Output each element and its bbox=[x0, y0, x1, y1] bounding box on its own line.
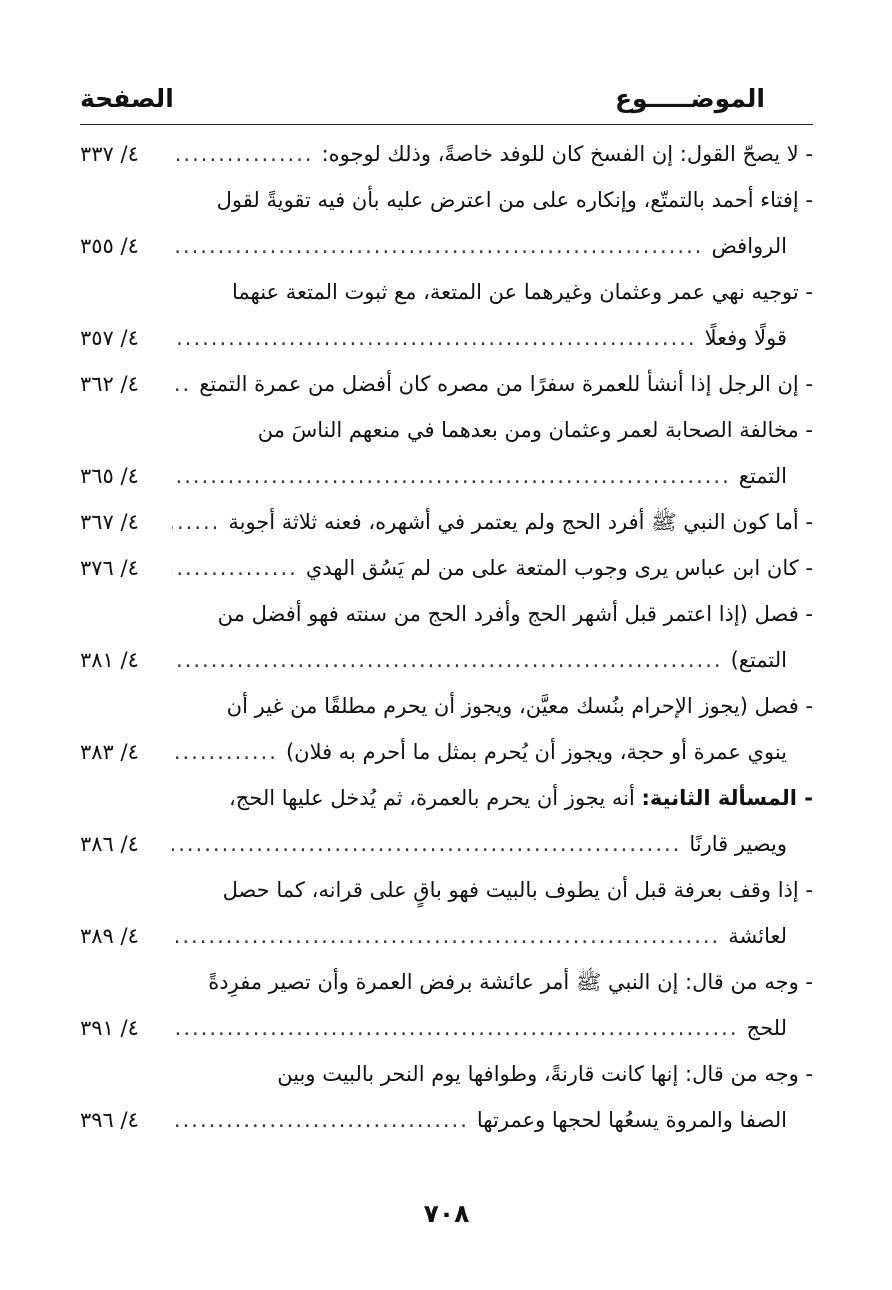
entry-text: - أما كون النبي ﷺ أفرد الحج ولم يعتمر في أشهره، فعنه ثلاثة أجوبة bbox=[228, 510, 813, 534]
entry-text: - كان ابن عباس يرى وجوب المتعة على من لم يَسُق الهدي bbox=[305, 556, 813, 580]
entry-text: - وجه من قال: إنها كانت قارنةً، وطوافها يوم النحر بالبيت وبين bbox=[277, 1062, 813, 1086]
entry-text-rest: أنه يجوز أن يحرم بالعمرة، ثم يُدخل عليها الحج، bbox=[228, 786, 642, 810]
index-entry-line bbox=[80, 637, 813, 683]
entry-page-ref: ٤/ ٣٥٧ bbox=[80, 326, 139, 350]
entry-page-ref: ٤/ ٣٨٩ bbox=[80, 924, 139, 948]
index-entry-line bbox=[80, 683, 813, 729]
dotted-leader bbox=[172, 913, 720, 959]
entry-page-ref: ٤/ ٣٨١ bbox=[80, 648, 139, 672]
entry-page-ref: ٤/ ٣٨٦ bbox=[80, 832, 139, 856]
index-entry-line bbox=[80, 1051, 813, 1097]
entry-page-ref: ٤/ ٣٥٥ bbox=[80, 234, 139, 258]
entry-page-ref: ٤/ ٣٦٥ bbox=[80, 464, 139, 488]
index-entry-line bbox=[80, 1097, 813, 1143]
dotted-leader bbox=[172, 131, 314, 177]
index-entry-line bbox=[80, 1005, 813, 1051]
dotted-leader bbox=[172, 361, 191, 407]
index-entry-line bbox=[80, 545, 813, 591]
dotted-leader bbox=[172, 315, 697, 361]
index-entry-line bbox=[80, 407, 813, 453]
index-entry-line bbox=[80, 499, 813, 545]
dotted-leader bbox=[172, 545, 298, 591]
table-header bbox=[80, 78, 813, 125]
page-number: ٧٠٨ bbox=[423, 1199, 470, 1228]
entry-page-ref: ٤/ ٣٩٦ bbox=[80, 1108, 139, 1132]
entry-page-ref: ٤/ ٣٧٦ bbox=[80, 556, 139, 580]
index-entry-line bbox=[80, 821, 813, 867]
entry-text: - توجيه نهي عمر وعثمان وغيرهما عن المتعة، مع ثبوت المتعة عنهما bbox=[232, 280, 813, 304]
entry-text: ينوي عمرة أو حجة، ويجوز أن يُحرم بمثل ما أحرم به فلان) bbox=[285, 740, 787, 764]
entry-text: ويصير قارنًا bbox=[689, 832, 787, 856]
index-entry-line bbox=[80, 729, 813, 775]
entry-text: الروافض bbox=[711, 234, 787, 258]
entry-text: للحج bbox=[746, 1016, 787, 1040]
entry-page-ref: ٤/ ٣٩١ bbox=[80, 1016, 139, 1040]
dotted-leader bbox=[172, 637, 723, 683]
index-entry-line bbox=[80, 591, 813, 637]
dotted-leader bbox=[172, 499, 220, 545]
dotted-leader bbox=[172, 1097, 469, 1143]
dotted-leader bbox=[172, 453, 731, 499]
index-page bbox=[80, 78, 813, 1228]
entry-lead-bold: - المسألة الثانية: bbox=[641, 786, 813, 810]
entry-text: - إفتاء أحمد بالتمتّع، وإنكاره على من اعترض عليه بأن فيه تقويةً لقول bbox=[216, 188, 813, 212]
index-entry-line bbox=[80, 913, 813, 959]
entry-text: الصفا والمروة يسعُها لحجها وعمرتها bbox=[476, 1108, 787, 1132]
entry-page-ref: ٤/ ٣٦٧ bbox=[80, 510, 139, 534]
dotted-leader bbox=[172, 223, 703, 269]
index-entry-line bbox=[80, 453, 813, 499]
entry-text: - وجه من قال: إن النبي ﷺ أمر عائشة برفض العمرة وأن تصير مفرِدةً bbox=[208, 970, 813, 994]
index-entry-line bbox=[80, 315, 813, 361]
topic-column-heading: الموضـــــوع bbox=[614, 84, 765, 113]
index-entry-line bbox=[80, 131, 813, 177]
entry-page-ref: ٤/ ٣٦٢ bbox=[80, 372, 139, 396]
index-entry-line bbox=[80, 361, 813, 407]
index-entry-line bbox=[80, 177, 813, 223]
dotted-leader bbox=[172, 1005, 739, 1051]
entry-text: - إن الرجل إذا أنشأ للعمرة سفرًا من مصره كان أفضل من عمرة التمتع bbox=[199, 372, 813, 396]
entry-text: - لا يصحّ القول: إن الفسخ كان للوفد خاصةً، وذلك لوجوه: bbox=[321, 142, 813, 166]
entry-text: التمتع) bbox=[730, 648, 787, 672]
page-column-heading: الصفحة bbox=[80, 84, 174, 113]
index-entry-line bbox=[80, 959, 813, 1005]
dotted-leader bbox=[172, 821, 681, 867]
entry-page-ref: ٤/ ٣٨٣ bbox=[80, 740, 139, 764]
index-entries bbox=[80, 131, 813, 1143]
entry-text bbox=[229, 775, 813, 821]
entry-text: لعائشة bbox=[728, 924, 787, 948]
index-entry-line bbox=[80, 775, 813, 821]
entry-text: التمتع bbox=[738, 464, 787, 488]
dotted-leader bbox=[172, 729, 278, 775]
entry-page-ref: ٤/ ٣٣٧ bbox=[80, 142, 139, 166]
index-entry-line bbox=[80, 867, 813, 913]
entry-text: - إذا وقف بعرفة قبل أن يطوف بالبيت فهو باقٍ على قرانه، كما حصل bbox=[222, 878, 813, 902]
entry-text: - فصل (يجوز الإحرام بنُسك معيَّن، ويجوز أن يحرم مطلقًا من غير أن bbox=[226, 694, 813, 718]
entry-text: قولًا وفعلًا bbox=[704, 326, 787, 350]
index-entry-line bbox=[80, 223, 813, 269]
entry-text: - مخالفة الصحابة لعمر وعثمان ومن بعدهما في منعهم الناسَ من bbox=[257, 418, 813, 442]
entry-text: - فصل (إذا اعتمر قبل أشهر الحج وأفرد الحج من سنته فهو أفضل من bbox=[217, 602, 813, 626]
index-entry-line bbox=[80, 269, 813, 315]
